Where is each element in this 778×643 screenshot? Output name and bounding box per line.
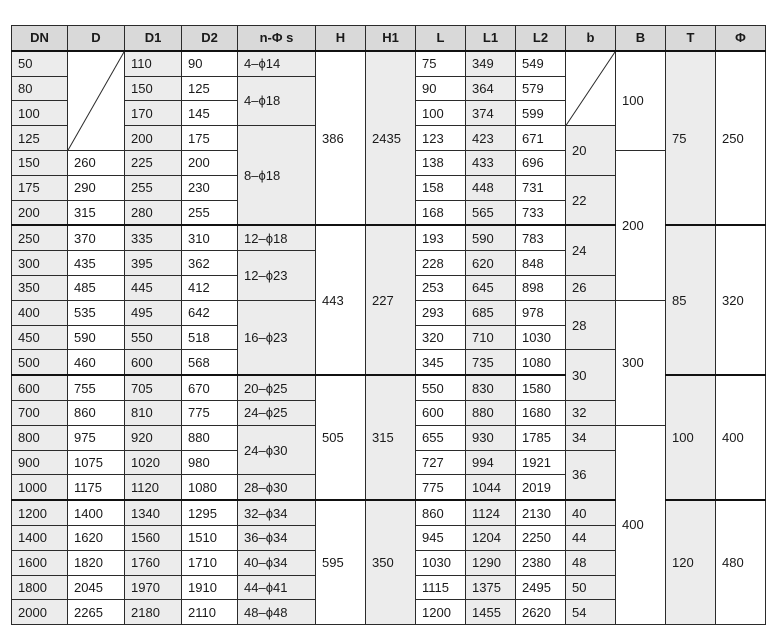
cell-d2: 1080 — [182, 475, 238, 500]
cell-bolts: 16–ϕ23 — [238, 300, 316, 375]
cell-phi: 400 — [716, 375, 766, 500]
cell-l2: 1580 — [516, 375, 566, 400]
cell-d2: 412 — [182, 275, 238, 300]
spec-table-wrapper — [11, 25, 766, 625]
cell-l: 655 — [416, 425, 466, 450]
header-l: L — [416, 26, 466, 51]
cell-l1: 448 — [466, 175, 516, 200]
header-bolts: n-Φ s — [238, 26, 316, 51]
cell-l: 293 — [416, 300, 466, 325]
diagonal-slash-icon — [566, 52, 615, 125]
cell-d: 1820 — [68, 550, 125, 575]
cell-d1: 550 — [125, 325, 182, 350]
cell-l2: 733 — [516, 200, 566, 225]
cell-l: 123 — [416, 126, 466, 151]
cell-d: 460 — [68, 350, 125, 375]
cell-bb: 300 — [616, 300, 666, 425]
cell-l2: 731 — [516, 175, 566, 200]
header-t: T — [666, 26, 716, 51]
cell-l2: 848 — [516, 251, 566, 276]
cell-d2: 90 — [182, 51, 238, 76]
cell-d2: 255 — [182, 200, 238, 225]
cell-bb: 200 — [616, 150, 666, 300]
cell-bolts: 44–ϕ41 — [238, 575, 316, 600]
cell-bolts: 12–ϕ18 — [238, 225, 316, 250]
header-dn: DN — [12, 26, 68, 51]
cell-d: 370 — [68, 225, 125, 250]
cell-d1: 170 — [125, 101, 182, 126]
cell-dn: 50 — [12, 51, 68, 76]
cell-dn: 700 — [12, 400, 68, 425]
cell-b: 50 — [566, 575, 616, 600]
header-l1: L1 — [466, 26, 516, 51]
header-row — [12, 26, 766, 51]
cell-d1: 395 — [125, 251, 182, 276]
cell-l2: 2495 — [516, 575, 566, 600]
cell-dn: 500 — [12, 350, 68, 375]
cell-h: 505 — [316, 375, 366, 500]
cell-d1: 1120 — [125, 475, 182, 500]
cell-l: 1030 — [416, 550, 466, 575]
cell-phi: 250 — [716, 51, 766, 226]
cell-l2: 783 — [516, 225, 566, 250]
cell-bolts: 12–ϕ23 — [238, 251, 316, 301]
cell-d1: 280 — [125, 200, 182, 225]
cell-l: 345 — [416, 350, 466, 375]
cell-l: 550 — [416, 375, 466, 400]
cell-b: 26 — [566, 275, 616, 300]
cell-dn: 1600 — [12, 550, 68, 575]
cell-b-blank — [566, 51, 616, 126]
cell-l: 100 — [416, 101, 466, 126]
cell-l1: 645 — [466, 275, 516, 300]
cell-h1: 227 — [366, 225, 416, 375]
cell-l2: 1921 — [516, 450, 566, 475]
cell-l: 945 — [416, 525, 466, 550]
cell-l1: 685 — [466, 300, 516, 325]
cell-d: 1620 — [68, 525, 125, 550]
cell-dn: 800 — [12, 425, 68, 450]
cell-bolts: 32–ϕ34 — [238, 500, 316, 525]
cell-d1: 1020 — [125, 450, 182, 475]
cell-phi: 480 — [716, 500, 766, 624]
table-row — [12, 51, 766, 76]
cell-l: 253 — [416, 275, 466, 300]
cell-l: 158 — [416, 175, 466, 200]
header-l2: L2 — [516, 26, 566, 51]
cell-l: 193 — [416, 225, 466, 250]
cell-l1: 620 — [466, 251, 516, 276]
cell-l1: 1455 — [466, 600, 516, 625]
cell-d2: 200 — [182, 150, 238, 175]
cell-dn: 1400 — [12, 525, 68, 550]
cell-bolts: 4–ϕ18 — [238, 76, 316, 126]
cell-b: 32 — [566, 400, 616, 425]
cell-dn: 250 — [12, 225, 68, 250]
cell-l: 90 — [416, 76, 466, 101]
cell-l1: 1124 — [466, 500, 516, 525]
cell-d2: 1510 — [182, 525, 238, 550]
cell-d: 1075 — [68, 450, 125, 475]
cell-l: 228 — [416, 251, 466, 276]
cell-d2: 1910 — [182, 575, 238, 600]
cell-l2: 599 — [516, 101, 566, 126]
cell-l: 727 — [416, 450, 466, 475]
valve-dimension-table — [11, 25, 766, 625]
cell-bolts: 4–ϕ14 — [238, 51, 316, 76]
cell-l1: 1375 — [466, 575, 516, 600]
cell-dn: 200 — [12, 200, 68, 225]
cell-d1: 920 — [125, 425, 182, 450]
cell-d1: 255 — [125, 175, 182, 200]
cell-bolts: 8–ϕ18 — [238, 126, 316, 226]
cell-l2: 579 — [516, 76, 566, 101]
cell-l1: 710 — [466, 325, 516, 350]
cell-dn: 150 — [12, 150, 68, 175]
header-d1: D1 — [125, 26, 182, 51]
cell-l2: 2130 — [516, 500, 566, 525]
cell-d: 485 — [68, 275, 125, 300]
cell-l: 860 — [416, 500, 466, 525]
cell-d: 1400 — [68, 500, 125, 525]
cell-dn: 300 — [12, 251, 68, 276]
header-h1: H1 — [366, 26, 416, 51]
cell-d1: 1340 — [125, 500, 182, 525]
cell-l1: 433 — [466, 150, 516, 175]
cell-t: 75 — [666, 51, 716, 226]
cell-bolts: 20–ϕ25 — [238, 375, 316, 400]
cell-d1: 335 — [125, 225, 182, 250]
cell-d1: 495 — [125, 300, 182, 325]
cell-d2: 1295 — [182, 500, 238, 525]
cell-l2: 2250 — [516, 525, 566, 550]
cell-dn: 400 — [12, 300, 68, 325]
cell-d2: 670 — [182, 375, 238, 400]
cell-l1: 1044 — [466, 475, 516, 500]
cell-l2: 1030 — [516, 325, 566, 350]
cell-l1: 830 — [466, 375, 516, 400]
cell-l: 138 — [416, 150, 466, 175]
cell-h: 443 — [316, 225, 366, 375]
cell-d: 1175 — [68, 475, 125, 500]
cell-l: 1115 — [416, 575, 466, 600]
cell-l2: 1080 — [516, 350, 566, 375]
cell-d: 290 — [68, 175, 125, 200]
cell-l2: 549 — [516, 51, 566, 76]
cell-b: 20 — [566, 126, 616, 176]
cell-l: 168 — [416, 200, 466, 225]
cell-l: 75 — [416, 51, 466, 76]
cell-b: 36 — [566, 450, 616, 500]
cell-d2: 175 — [182, 126, 238, 151]
cell-h1: 315 — [366, 375, 416, 500]
cell-bb: 100 — [616, 51, 666, 151]
cell-d1: 110 — [125, 51, 182, 76]
cell-d2: 362 — [182, 251, 238, 276]
cell-h1: 350 — [366, 500, 416, 624]
cell-b: 22 — [566, 175, 616, 225]
cell-d1: 150 — [125, 76, 182, 101]
cell-dn: 2000 — [12, 600, 68, 625]
header-bb: B — [616, 26, 666, 51]
cell-bolts: 48–ϕ48 — [238, 600, 316, 625]
cell-d: 2045 — [68, 575, 125, 600]
cell-bolts: 24–ϕ30 — [238, 425, 316, 475]
diagonal-slash-icon — [68, 52, 124, 150]
cell-bolts: 24–ϕ25 — [238, 400, 316, 425]
cell-d: 590 — [68, 325, 125, 350]
cell-l2: 978 — [516, 300, 566, 325]
cell-d2: 642 — [182, 300, 238, 325]
cell-l1: 374 — [466, 101, 516, 126]
cell-dn: 1800 — [12, 575, 68, 600]
cell-d2: 310 — [182, 225, 238, 250]
cell-d: 260 — [68, 150, 125, 175]
cell-l2: 671 — [516, 126, 566, 151]
cell-l1: 565 — [466, 200, 516, 225]
cell-d: 860 — [68, 400, 125, 425]
header-h: H — [316, 26, 366, 51]
cell-d2: 230 — [182, 175, 238, 200]
cell-d2: 568 — [182, 350, 238, 375]
cell-d-blank — [68, 51, 125, 151]
cell-l1: 880 — [466, 400, 516, 425]
cell-phi: 320 — [716, 225, 766, 375]
cell-l1: 1290 — [466, 550, 516, 575]
cell-t: 100 — [666, 375, 716, 500]
cell-h1: 2435 — [366, 51, 416, 226]
cell-d: 2265 — [68, 600, 125, 625]
cell-b: 54 — [566, 600, 616, 625]
cell-d1: 200 — [125, 126, 182, 151]
cell-t: 85 — [666, 225, 716, 375]
cell-dn: 1000 — [12, 475, 68, 500]
cell-d: 315 — [68, 200, 125, 225]
cell-dn: 600 — [12, 375, 68, 400]
cell-l1: 423 — [466, 126, 516, 151]
cell-dn: 125 — [12, 126, 68, 151]
cell-d1: 810 — [125, 400, 182, 425]
cell-dn: 450 — [12, 325, 68, 350]
cell-d2: 518 — [182, 325, 238, 350]
header-d: D — [68, 26, 125, 51]
cell-b: 44 — [566, 525, 616, 550]
cell-l: 600 — [416, 400, 466, 425]
cell-d2: 775 — [182, 400, 238, 425]
cell-l2: 2380 — [516, 550, 566, 575]
cell-d2: 125 — [182, 76, 238, 101]
cell-l2: 2620 — [516, 600, 566, 625]
cell-b: 24 — [566, 225, 616, 275]
cell-l1: 1204 — [466, 525, 516, 550]
cell-d2: 980 — [182, 450, 238, 475]
cell-l2: 696 — [516, 150, 566, 175]
cell-l1: 590 — [466, 225, 516, 250]
cell-dn: 80 — [12, 76, 68, 101]
cell-l: 775 — [416, 475, 466, 500]
cell-l2: 1785 — [516, 425, 566, 450]
cell-b: 34 — [566, 425, 616, 450]
cell-l1: 349 — [466, 51, 516, 76]
cell-bolts: 28–ϕ30 — [238, 475, 316, 500]
cell-d: 435 — [68, 251, 125, 276]
cell-b: 40 — [566, 500, 616, 525]
cell-d1: 1560 — [125, 525, 182, 550]
cell-l1: 994 — [466, 450, 516, 475]
cell-l1: 364 — [466, 76, 516, 101]
cell-l2: 898 — [516, 275, 566, 300]
header-d2: D2 — [182, 26, 238, 51]
cell-d1: 1760 — [125, 550, 182, 575]
cell-b: 30 — [566, 350, 616, 401]
cell-d: 975 — [68, 425, 125, 450]
cell-t: 120 — [666, 500, 716, 624]
cell-dn: 350 — [12, 275, 68, 300]
cell-b: 48 — [566, 550, 616, 575]
cell-dn: 175 — [12, 175, 68, 200]
cell-d1: 600 — [125, 350, 182, 375]
cell-d2: 1710 — [182, 550, 238, 575]
header-b: b — [566, 26, 616, 51]
cell-l: 1200 — [416, 600, 466, 625]
cell-d1: 705 — [125, 375, 182, 400]
cell-d1: 445 — [125, 275, 182, 300]
cell-l2: 1680 — [516, 400, 566, 425]
cell-d: 535 — [68, 300, 125, 325]
cell-d1: 1970 — [125, 575, 182, 600]
header-phi: Φ — [716, 26, 766, 51]
cell-dn: 100 — [12, 101, 68, 126]
cell-bolts: 40–ϕ34 — [238, 550, 316, 575]
cell-b: 28 — [566, 300, 616, 350]
cell-dn: 1200 — [12, 500, 68, 525]
cell-d1: 225 — [125, 150, 182, 175]
cell-d2: 2110 — [182, 600, 238, 625]
cell-l2: 2019 — [516, 475, 566, 500]
cell-dn: 900 — [12, 450, 68, 475]
cell-l1: 735 — [466, 350, 516, 375]
cell-l1: 930 — [466, 425, 516, 450]
cell-h: 386 — [316, 51, 366, 226]
cell-h: 595 — [316, 500, 366, 624]
cell-d2: 145 — [182, 101, 238, 126]
cell-d: 755 — [68, 375, 125, 400]
cell-d1: 2180 — [125, 600, 182, 625]
cell-d2: 880 — [182, 425, 238, 450]
cell-bb: 400 — [616, 425, 666, 624]
cell-bolts: 36–ϕ34 — [238, 525, 316, 550]
cell-l: 320 — [416, 325, 466, 350]
